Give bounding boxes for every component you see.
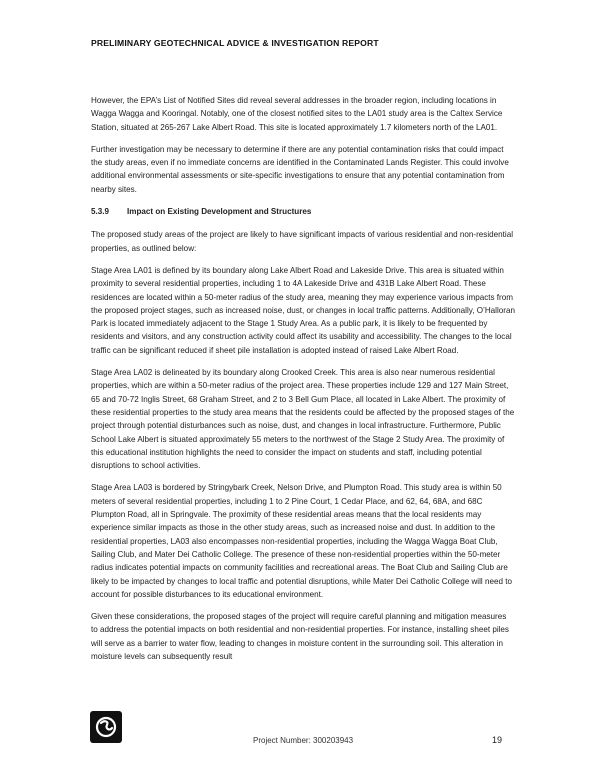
company-logo-icon: [90, 711, 122, 743]
paragraph-epa-notified-sites: However, the EPA’s List of Notified Sites did reveal several addresses in the broader region, including locations in Wagga Wagga and Kooringal. Notably, one of the closest notified sites to the LA01 study area is the Caltex Service Station, situated at 265-267 Lake Albert Road. This site is located approximately 1.7 kilometers north of the LA01.: [91, 96, 503, 132]
section-number: 5.3.9: [91, 207, 110, 217]
page-number: 19: [492, 735, 503, 745]
section-heading: [91, 205, 515, 218]
section-title: Impact on Existing Development and Structures: [127, 207, 312, 217]
paragraph-stage-la01: Stage Area LA01 is defined by its boundary along Lake Albert Road and Lakeside Drive. This area is situated within proximity to several residential properties, including 1 to 4A Lakeside Drive and 431B Lake Albert Road. These residences are located within a 50-meter radius of the study area, meaning they may experience various impacts from the proposed project stages, such as increased noise, dust, or changes in local traffic patterns. Additionally, O’Halloran Park is located immediately adjacent to the Stage 1 Study Area. As a public park, it is likely to be frequented by residents and visitors, and any construction activity could affect its usability and accessibility. The changes to the local traffic can be significant reduced if sheet pile installation is adopted instead of raised Lake Albert Road.: [91, 265, 515, 355]
paragraph-further-investigation: Further investigation may be necessary to determine if there are any potential contamination risks that could impact the study areas, even if no immediate concerns are identified in the Contaminated Lands Register. This could involve additional environmental assessments or site-specific investigations to ensure that any potential contamination from nearby sites.: [91, 144, 509, 194]
report-header-title: PRELIMINARY GEOTECHNICAL ADVICE & INVESTIGATION REPORT: [91, 38, 379, 48]
paragraph-stage-la03: Stage Area LA03 is bordered by Stringybark Creek, Nelson Drive, and Plumpton Road. This study area is within 50 meters of several residential properties, including 1 to 2 Pine Court, 1 Cedar Place, and 62, 64, 68A, and 68C Plumpton Road, all in Springvale. The proximity of these residential areas means that the local residents may experience similar impacts as those in the other study areas, such as increased noise and dust. In addition to the residential properties, LA03 also encompasses non-residential properties, including the Wagga Wagga Boat Club, Sailing Club, and Mater Dei Catholic College. The presence of these non-residential properties within the 50-meter radius indicates potential impacts on community facilities and recreational areas. The Boat Club and Sailing Club are likely to be impacted by changes to local traffic and potential disruptions, while Mater Dei Catholic College will need to account for possible disturbances to its educational environment.: [91, 483, 512, 599]
paragraph-stage-la02: Stage Area LA02 is delineated by its boundary along Crooked Creek. This area is also near numerous residential properties, which are within a 50-meter radius of the project area. These properties include 129 and 127 Main Street, 65 and 70-72 Inglis Street, 68 Graham Street, and 2 to 3 Bell Gum Place, all located in Lake Albert. The proximity of these residential properties to the study area means that the residents could be affected by the proposed stages of the project through potential disturbances such as noise, dust, and changes in local infrastructure. Furthermore, Public School Lake Albert is situated approximately 55 meters to the northwest of the Stage 2 Study Area. The proximity of this educational institution highlights the need to consider the impact on students and staff, including potential disruptions to school activities.: [91, 368, 515, 471]
project-number: Project Number: 300203943: [253, 736, 354, 745]
report-body: [91, 94, 515, 672]
paragraph-considerations: Given these considerations, the proposed stages of the project will require careful planning and mitigation measures to address the potential impacts on both residential and non-residential properties. For instance, installing sheet piles will serve as a barrier to water flow, leading to changes in moisture content in the surrounding soil. This alteration in moisture levels can subsequently result: [91, 612, 509, 661]
paragraph-intro: The proposed study areas of the project are likely to have significant impacts of various residential and non-residential properties, as outlined below:: [91, 230, 514, 253]
